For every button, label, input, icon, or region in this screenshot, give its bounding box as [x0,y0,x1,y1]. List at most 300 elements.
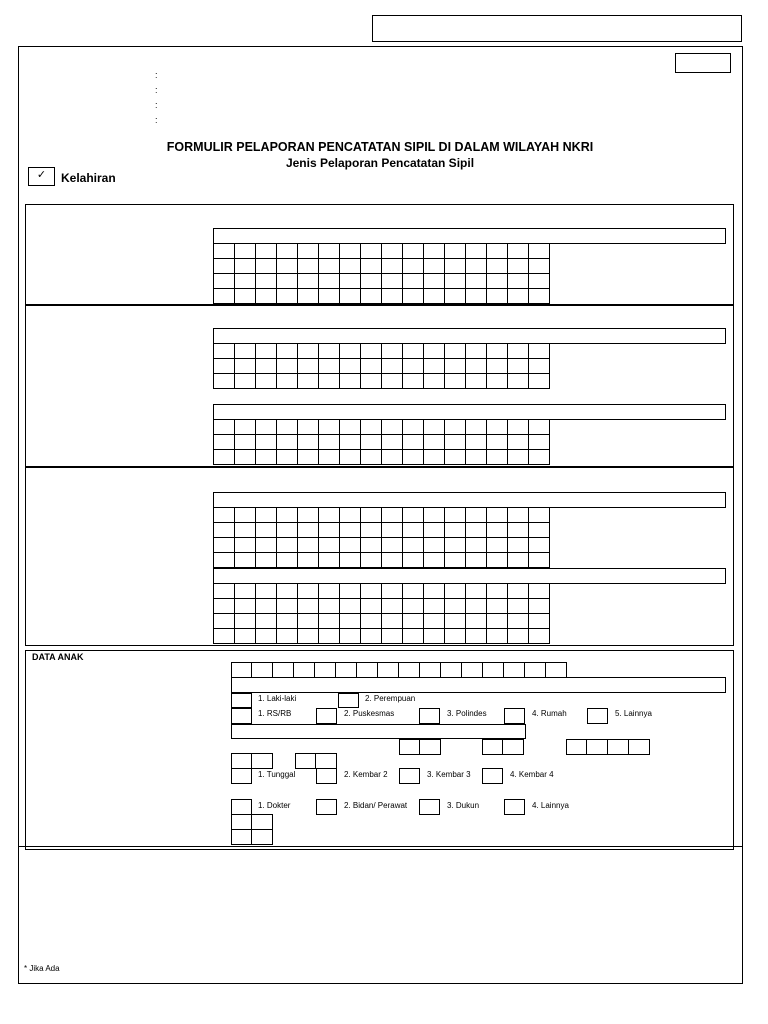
char-cell[interactable] [361,584,382,599]
char-cell[interactable] [508,374,529,389]
char-cell[interactable] [508,508,529,523]
char-cell[interactable] [340,274,361,289]
char-cell[interactable] [466,259,487,274]
section-2-field-bar-b[interactable] [213,404,726,420]
char-cell[interactable] [445,344,466,359]
char-cell[interactable] [608,739,629,755]
char-cell[interactable] [424,508,445,523]
char-cell[interactable] [508,274,529,289]
char-cell[interactable] [336,662,357,678]
char-cell[interactable] [445,420,466,435]
char-cell[interactable] [529,259,550,274]
char-cell[interactable] [214,374,235,389]
char-cell[interactable] [235,553,256,568]
char-cell[interactable] [319,359,340,374]
char-cell[interactable] [277,244,298,259]
char-cell[interactable] [399,739,420,755]
char-cell[interactable] [529,289,550,304]
char-cell[interactable] [424,599,445,614]
char-cell[interactable] [319,599,340,614]
char-cell[interactable] [382,274,403,289]
char-cell[interactable] [252,814,273,830]
char-cell[interactable] [487,629,508,644]
char-cell[interactable] [277,374,298,389]
char-cell[interactable] [529,420,550,435]
char-cell[interactable] [466,450,487,465]
char-cell[interactable] [214,450,235,465]
char-cell[interactable] [298,274,319,289]
birth-day-boxes[interactable] [399,739,441,755]
char-cell[interactable] [399,662,420,678]
char-cell[interactable] [214,553,235,568]
char-cell[interactable] [487,374,508,389]
char-cell[interactable] [340,289,361,304]
char-cell[interactable] [298,584,319,599]
char-cell[interactable] [487,244,508,259]
char-cell[interactable] [319,523,340,538]
char-cell[interactable] [424,523,445,538]
char-cell[interactable] [445,244,466,259]
char-cell[interactable] [256,259,277,274]
char-cell[interactable] [420,739,441,755]
char-cell[interactable] [508,259,529,274]
char-cell[interactable] [235,584,256,599]
char-cell[interactable] [529,538,550,553]
char-cell[interactable] [298,244,319,259]
char-cell[interactable] [483,662,504,678]
char-cell[interactable] [214,420,235,435]
char-cell[interactable] [256,508,277,523]
section-3-char-grid-a[interactable] [213,507,550,568]
char-cell[interactable] [298,435,319,450]
char-cell[interactable] [382,450,403,465]
char-cell[interactable] [231,829,252,845]
char-cell[interactable] [403,344,424,359]
char-cell[interactable] [487,538,508,553]
char-cell[interactable] [403,523,424,538]
char-cell[interactable] [214,244,235,259]
char-cell[interactable] [403,289,424,304]
char-cell[interactable] [466,289,487,304]
birthplace-option-3-box[interactable] [419,708,440,724]
char-cell[interactable] [487,359,508,374]
char-cell[interactable] [340,435,361,450]
helper-option-4-box[interactable] [504,799,525,815]
char-cell[interactable] [441,662,462,678]
char-cell[interactable] [256,523,277,538]
char-cell[interactable] [277,359,298,374]
char-cell[interactable] [256,359,277,374]
char-cell[interactable] [466,523,487,538]
char-cell[interactable] [403,629,424,644]
char-cell[interactable] [382,508,403,523]
char-cell[interactable] [403,359,424,374]
char-cell[interactable] [357,662,378,678]
char-cell[interactable] [277,523,298,538]
char-cell[interactable] [256,289,277,304]
char-cell[interactable] [529,614,550,629]
char-cell[interactable] [508,289,529,304]
char-cell[interactable] [508,420,529,435]
char-cell[interactable] [361,614,382,629]
char-cell[interactable] [466,538,487,553]
section-3-field-bar-b[interactable] [213,568,726,584]
char-cell[interactable] [294,662,315,678]
char-cell[interactable] [361,599,382,614]
char-cell[interactable] [466,374,487,389]
char-cell[interactable] [508,244,529,259]
char-cell[interactable] [319,259,340,274]
char-cell[interactable] [298,523,319,538]
char-cell[interactable] [214,344,235,359]
char-cell[interactable] [529,553,550,568]
char-cell[interactable] [235,508,256,523]
char-cell[interactable] [508,584,529,599]
char-cell[interactable] [361,374,382,389]
char-cell[interactable] [277,289,298,304]
char-cell[interactable] [382,259,403,274]
char-cell[interactable] [235,259,256,274]
birth-year-boxes[interactable] [566,739,650,755]
char-cell[interactable] [298,629,319,644]
char-cell[interactable] [529,450,550,465]
char-cell[interactable] [445,508,466,523]
birthplace-option-1-box[interactable] [231,708,252,724]
char-cell[interactable] [487,599,508,614]
char-cell[interactable] [235,420,256,435]
char-cell[interactable] [235,599,256,614]
char-cell[interactable] [403,584,424,599]
char-cell[interactable] [277,274,298,289]
char-cell[interactable] [214,435,235,450]
char-cell[interactable] [361,523,382,538]
char-cell[interactable] [214,599,235,614]
char-cell[interactable] [235,359,256,374]
char-cell[interactable] [529,344,550,359]
char-cell[interactable] [235,435,256,450]
char-cell[interactable] [214,508,235,523]
char-cell[interactable] [231,662,252,678]
char-cell[interactable] [462,662,483,678]
char-cell[interactable] [487,344,508,359]
birth-hour-boxes[interactable] [231,753,273,769]
char-cell[interactable] [382,359,403,374]
char-cell[interactable] [361,538,382,553]
char-cell[interactable] [424,359,445,374]
char-cell[interactable] [235,244,256,259]
char-cell[interactable] [361,274,382,289]
birth-city-bar[interactable] [231,724,526,739]
char-cell[interactable] [319,450,340,465]
birth-weight-boxes[interactable] [231,829,273,845]
char-cell[interactable] [340,538,361,553]
char-cell[interactable] [231,753,252,769]
char-cell[interactable] [361,553,382,568]
char-cell[interactable] [340,553,361,568]
char-cell[interactable] [340,359,361,374]
char-cell[interactable] [482,739,503,755]
char-cell[interactable] [424,584,445,599]
char-cell[interactable] [235,344,256,359]
char-cell[interactable] [466,629,487,644]
char-cell[interactable] [525,662,546,678]
char-cell[interactable] [487,450,508,465]
char-cell[interactable] [340,584,361,599]
char-cell[interactable] [256,244,277,259]
char-cell[interactable] [424,614,445,629]
char-cell[interactable] [403,508,424,523]
child-name-boxes[interactable] [231,662,567,678]
char-cell[interactable] [252,829,273,845]
char-cell[interactable] [256,584,277,599]
char-cell[interactable] [529,374,550,389]
char-cell[interactable] [382,538,403,553]
char-cell[interactable] [546,662,567,678]
birth-type-option-3-box[interactable] [399,768,420,784]
char-cell[interactable] [256,344,277,359]
char-cell[interactable] [319,289,340,304]
char-cell[interactable] [340,508,361,523]
char-cell[interactable] [508,523,529,538]
char-cell[interactable] [214,259,235,274]
char-cell[interactable] [256,274,277,289]
char-cell[interactable] [256,420,277,435]
char-cell[interactable] [529,244,550,259]
char-cell[interactable] [466,274,487,289]
char-cell[interactable] [466,553,487,568]
char-cell[interactable] [424,289,445,304]
char-cell[interactable] [420,662,441,678]
birth-order-boxes[interactable] [231,814,273,830]
char-cell[interactable] [445,289,466,304]
char-cell[interactable] [466,435,487,450]
helper-option-1-box[interactable] [231,799,252,815]
char-cell[interactable] [277,508,298,523]
char-cell[interactable] [529,584,550,599]
char-cell[interactable] [319,553,340,568]
char-cell[interactable] [403,538,424,553]
char-cell[interactable] [298,374,319,389]
char-cell[interactable] [361,244,382,259]
char-cell[interactable] [508,450,529,465]
char-cell[interactable] [487,289,508,304]
char-cell[interactable] [298,538,319,553]
char-cell[interactable] [298,344,319,359]
char-cell[interactable] [235,289,256,304]
char-cell[interactable] [403,614,424,629]
char-cell[interactable] [445,259,466,274]
char-cell[interactable] [340,344,361,359]
char-cell[interactable] [424,553,445,568]
char-cell[interactable] [445,553,466,568]
char-cell[interactable] [235,274,256,289]
gender-option-1-box[interactable] [231,693,252,708]
char-cell[interactable] [298,614,319,629]
char-cell[interactable] [340,259,361,274]
char-cell[interactable] [214,359,235,374]
char-cell[interactable] [295,753,316,769]
birth-type-option-1-box[interactable] [231,768,252,784]
char-cell[interactable] [487,614,508,629]
char-cell[interactable] [298,553,319,568]
char-cell[interactable] [466,344,487,359]
char-cell[interactable] [587,739,608,755]
char-cell[interactable] [298,289,319,304]
char-cell[interactable] [466,584,487,599]
char-cell[interactable] [277,614,298,629]
char-cell[interactable] [319,244,340,259]
char-cell[interactable] [445,614,466,629]
birth-type-option-2-box[interactable] [316,768,337,784]
char-cell[interactable] [298,259,319,274]
char-cell[interactable] [382,599,403,614]
form-number-box[interactable] [675,53,731,73]
char-cell[interactable] [629,739,650,755]
char-cell[interactable] [235,629,256,644]
char-cell[interactable] [487,508,508,523]
char-cell[interactable] [487,523,508,538]
section-3-field-bar-a[interactable] [213,492,726,508]
char-cell[interactable] [487,274,508,289]
char-cell[interactable] [529,629,550,644]
section-2-field-bar-a[interactable] [213,328,726,344]
char-cell[interactable] [445,435,466,450]
char-cell[interactable] [529,599,550,614]
char-cell[interactable] [424,374,445,389]
char-cell[interactable] [529,274,550,289]
birth-type-option-4-box[interactable] [482,768,503,784]
char-cell[interactable] [319,538,340,553]
char-cell[interactable] [403,374,424,389]
char-cell[interactable] [298,508,319,523]
char-cell[interactable] [445,538,466,553]
char-cell[interactable] [403,244,424,259]
char-cell[interactable] [319,508,340,523]
char-cell[interactable] [529,359,550,374]
char-cell[interactable] [487,259,508,274]
section-2-char-grid-a[interactable] [213,343,550,389]
char-cell[interactable] [487,420,508,435]
char-cell[interactable] [235,614,256,629]
char-cell[interactable] [340,629,361,644]
char-cell[interactable] [382,523,403,538]
char-cell[interactable] [316,753,337,769]
char-cell[interactable] [361,435,382,450]
char-cell[interactable] [340,450,361,465]
char-cell[interactable] [277,450,298,465]
char-cell[interactable] [424,344,445,359]
char-cell[interactable] [403,599,424,614]
char-cell[interactable] [361,629,382,644]
char-cell[interactable] [235,374,256,389]
char-cell[interactable] [445,359,466,374]
char-cell[interactable] [445,584,466,599]
char-cell[interactable] [403,259,424,274]
char-cell[interactable] [298,420,319,435]
char-cell[interactable] [277,553,298,568]
char-cell[interactable] [273,662,294,678]
char-cell[interactable] [382,344,403,359]
char-cell[interactable] [298,599,319,614]
char-cell[interactable] [214,523,235,538]
char-cell[interactable] [256,435,277,450]
char-cell[interactable] [340,420,361,435]
char-cell[interactable] [340,374,361,389]
char-cell[interactable] [487,435,508,450]
char-cell[interactable] [382,289,403,304]
char-cell[interactable] [382,553,403,568]
birth-minute-boxes[interactable] [295,753,337,769]
header-code-box[interactable] [372,15,742,42]
birthplace-option-4-box[interactable] [504,708,525,724]
kelahiran-checkbox[interactable]: ✓ [28,167,55,186]
char-cell[interactable] [361,259,382,274]
char-cell[interactable] [214,538,235,553]
char-cell[interactable] [235,538,256,553]
char-cell[interactable] [466,420,487,435]
char-cell[interactable] [529,435,550,450]
char-cell[interactable] [466,508,487,523]
char-cell[interactable] [424,629,445,644]
char-cell[interactable] [315,662,336,678]
char-cell[interactable] [340,523,361,538]
char-cell[interactable] [319,629,340,644]
char-cell[interactable] [256,450,277,465]
char-cell[interactable] [508,629,529,644]
char-cell[interactable] [403,274,424,289]
char-cell[interactable] [277,599,298,614]
char-cell[interactable] [277,420,298,435]
char-cell[interactable] [424,435,445,450]
char-cell[interactable] [382,584,403,599]
char-cell[interactable] [445,450,466,465]
char-cell[interactable] [403,553,424,568]
char-cell[interactable] [382,614,403,629]
char-cell[interactable] [277,538,298,553]
char-cell[interactable] [382,374,403,389]
char-cell[interactable] [487,553,508,568]
char-cell[interactable] [252,662,273,678]
char-cell[interactable] [214,274,235,289]
char-cell[interactable] [277,435,298,450]
char-cell[interactable] [340,244,361,259]
char-cell[interactable] [235,523,256,538]
helper-option-2-box[interactable] [316,799,337,815]
char-cell[interactable] [214,629,235,644]
char-cell[interactable] [235,450,256,465]
section-2-char-grid-b[interactable] [213,419,550,465]
char-cell[interactable] [445,599,466,614]
char-cell[interactable] [466,244,487,259]
char-cell[interactable] [566,739,587,755]
char-cell[interactable] [403,450,424,465]
char-cell[interactable] [231,814,252,830]
char-cell[interactable] [256,599,277,614]
char-cell[interactable] [508,553,529,568]
char-cell[interactable] [466,599,487,614]
char-cell[interactable] [382,629,403,644]
char-cell[interactable] [504,662,525,678]
char-cell[interactable] [508,344,529,359]
char-cell[interactable] [378,662,399,678]
char-cell[interactable] [424,420,445,435]
section-1-char-grid[interactable] [213,243,550,304]
char-cell[interactable] [319,420,340,435]
char-cell[interactable] [445,374,466,389]
char-cell[interactable] [508,435,529,450]
char-cell[interactable] [382,435,403,450]
char-cell[interactable] [214,289,235,304]
